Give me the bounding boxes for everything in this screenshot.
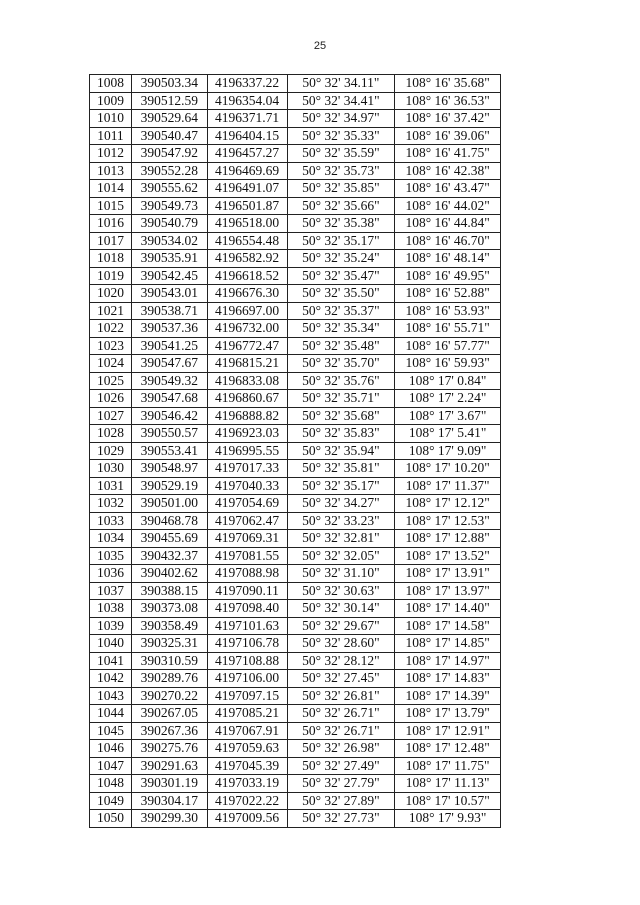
x-coordinate-cell: 390543.01 xyxy=(131,285,207,303)
table-row xyxy=(90,635,501,653)
longitude-cell: 108° 17' 10.57" xyxy=(395,792,501,810)
point-id-cell: 1016 xyxy=(90,215,132,233)
x-coordinate-cell: 390310.59 xyxy=(131,652,207,670)
x-coordinate-cell: 390299.30 xyxy=(131,810,207,828)
table-row xyxy=(90,110,501,128)
latitude-cell: 50° 32' 28.12" xyxy=(287,652,395,670)
table-row xyxy=(90,302,501,320)
point-id-cell: 1040 xyxy=(90,635,132,653)
point-id-cell: 1022 xyxy=(90,320,132,338)
table-row xyxy=(90,495,501,513)
latitude-cell: 50° 32' 35.24" xyxy=(287,250,395,268)
y-coordinate-cell: 4196554.48 xyxy=(207,232,287,250)
latitude-cell: 50° 32' 29.67" xyxy=(287,617,395,635)
table-row xyxy=(90,320,501,338)
longitude-cell: 108° 17' 2.24" xyxy=(395,390,501,408)
longitude-cell: 108° 17' 11.37" xyxy=(395,477,501,495)
x-coordinate-cell: 390534.02 xyxy=(131,232,207,250)
longitude-cell: 108° 17' 12.88" xyxy=(395,530,501,548)
table-row xyxy=(90,512,501,530)
x-coordinate-cell: 390552.28 xyxy=(131,162,207,180)
y-coordinate-cell: 4197069.31 xyxy=(207,530,287,548)
x-coordinate-cell: 390275.76 xyxy=(131,740,207,758)
page-number: 25 xyxy=(313,40,327,52)
table-row xyxy=(90,355,501,373)
point-id-cell: 1032 xyxy=(90,495,132,513)
point-id-cell: 1037 xyxy=(90,582,132,600)
point-id-cell: 1009 xyxy=(90,92,132,110)
x-coordinate-cell: 390549.32 xyxy=(131,372,207,390)
table-row xyxy=(90,722,501,740)
longitude-cell: 108° 17' 13.52" xyxy=(395,547,501,565)
y-coordinate-cell: 4196469.69 xyxy=(207,162,287,180)
longitude-cell: 108° 17' 13.97" xyxy=(395,582,501,600)
x-coordinate-cell: 390402.62 xyxy=(131,565,207,583)
x-coordinate-cell: 390550.57 xyxy=(131,425,207,443)
x-coordinate-cell: 390267.36 xyxy=(131,722,207,740)
longitude-cell: 108° 16' 46.70" xyxy=(395,232,501,250)
x-coordinate-cell: 390549.73 xyxy=(131,197,207,215)
latitude-cell: 50° 32' 31.10" xyxy=(287,565,395,583)
table-row xyxy=(90,250,501,268)
x-coordinate-cell: 390301.19 xyxy=(131,775,207,793)
y-coordinate-cell: 4196501.87 xyxy=(207,197,287,215)
latitude-cell: 50° 32' 33.23" xyxy=(287,512,395,530)
x-coordinate-cell: 390267.05 xyxy=(131,705,207,723)
longitude-cell: 108° 16' 59.93" xyxy=(395,355,501,373)
longitude-cell: 108° 16' 44.02" xyxy=(395,197,501,215)
point-id-cell: 1020 xyxy=(90,285,132,303)
latitude-cell: 50° 32' 27.89" xyxy=(287,792,395,810)
x-coordinate-cell: 390553.41 xyxy=(131,442,207,460)
y-coordinate-cell: 4197045.39 xyxy=(207,757,287,775)
latitude-cell: 50° 32' 35.17" xyxy=(287,477,395,495)
table-row xyxy=(90,162,501,180)
x-coordinate-cell: 390512.59 xyxy=(131,92,207,110)
longitude-cell: 108° 17' 14.40" xyxy=(395,600,501,618)
latitude-cell: 50° 32' 35.71" xyxy=(287,390,395,408)
longitude-cell: 108° 16' 41.75" xyxy=(395,145,501,163)
table-row xyxy=(90,670,501,688)
x-coordinate-cell: 390304.17 xyxy=(131,792,207,810)
x-coordinate-cell: 390432.37 xyxy=(131,547,207,565)
point-id-cell: 1012 xyxy=(90,145,132,163)
y-coordinate-cell: 4197088.98 xyxy=(207,565,287,583)
latitude-cell: 50° 32' 35.59" xyxy=(287,145,395,163)
longitude-cell: 108° 17' 12.91" xyxy=(395,722,501,740)
x-coordinate-cell: 390547.92 xyxy=(131,145,207,163)
table-row xyxy=(90,442,501,460)
x-coordinate-cell: 390358.49 xyxy=(131,617,207,635)
point-id-cell: 1036 xyxy=(90,565,132,583)
latitude-cell: 50° 32' 35.33" xyxy=(287,127,395,145)
y-coordinate-cell: 4197067.91 xyxy=(207,722,287,740)
point-id-cell: 1041 xyxy=(90,652,132,670)
longitude-cell: 108° 17' 10.20" xyxy=(395,460,501,478)
table-row xyxy=(90,267,501,285)
point-id-cell: 1026 xyxy=(90,390,132,408)
point-id-cell: 1019 xyxy=(90,267,132,285)
latitude-cell: 50° 32' 35.37" xyxy=(287,302,395,320)
point-id-cell: 1018 xyxy=(90,250,132,268)
longitude-cell: 108° 17' 12.12" xyxy=(395,495,501,513)
longitude-cell: 108° 16' 48.14" xyxy=(395,250,501,268)
x-coordinate-cell: 390538.71 xyxy=(131,302,207,320)
table-row xyxy=(90,197,501,215)
table-row xyxy=(90,705,501,723)
table-row xyxy=(90,582,501,600)
y-coordinate-cell: 4196491.07 xyxy=(207,180,287,198)
x-coordinate-cell: 390501.00 xyxy=(131,495,207,513)
y-coordinate-cell: 4196860.67 xyxy=(207,390,287,408)
latitude-cell: 50° 32' 27.79" xyxy=(287,775,395,793)
latitude-cell: 50° 32' 34.41" xyxy=(287,92,395,110)
table-row xyxy=(90,92,501,110)
table-row xyxy=(90,285,501,303)
longitude-cell: 108° 17' 9.93" xyxy=(395,810,501,828)
y-coordinate-cell: 4197106.00 xyxy=(207,670,287,688)
latitude-cell: 50° 32' 27.49" xyxy=(287,757,395,775)
x-coordinate-cell: 390540.79 xyxy=(131,215,207,233)
longitude-cell: 108° 17' 14.83" xyxy=(395,670,501,688)
table-row xyxy=(90,652,501,670)
y-coordinate-cell: 4196697.00 xyxy=(207,302,287,320)
table-row xyxy=(90,407,501,425)
longitude-cell: 108° 16' 37.42" xyxy=(395,110,501,128)
latitude-cell: 50° 32' 34.97" xyxy=(287,110,395,128)
table-row xyxy=(90,775,501,793)
table-row xyxy=(90,687,501,705)
latitude-cell: 50° 32' 26.81" xyxy=(287,687,395,705)
y-coordinate-cell: 4197090.11 xyxy=(207,582,287,600)
point-id-cell: 1050 xyxy=(90,810,132,828)
latitude-cell: 50° 32' 35.70" xyxy=(287,355,395,373)
latitude-cell: 50° 32' 26.71" xyxy=(287,722,395,740)
point-id-cell: 1039 xyxy=(90,617,132,635)
point-id-cell: 1025 xyxy=(90,372,132,390)
point-id-cell: 1033 xyxy=(90,512,132,530)
y-coordinate-cell: 4197009.56 xyxy=(207,810,287,828)
longitude-cell: 108° 16' 35.68" xyxy=(395,75,501,93)
longitude-cell: 108° 16' 57.77" xyxy=(395,337,501,355)
y-coordinate-cell: 4196833.08 xyxy=(207,372,287,390)
longitude-cell: 108° 17' 9.09" xyxy=(395,442,501,460)
latitude-cell: 50° 32' 27.73" xyxy=(287,810,395,828)
longitude-cell: 108° 17' 13.79" xyxy=(395,705,501,723)
point-id-cell: 1047 xyxy=(90,757,132,775)
longitude-cell: 108° 16' 42.38" xyxy=(395,162,501,180)
y-coordinate-cell: 4196404.15 xyxy=(207,127,287,145)
table-row xyxy=(90,547,501,565)
table-row xyxy=(90,215,501,233)
x-coordinate-cell: 390455.69 xyxy=(131,530,207,548)
longitude-cell: 108° 17' 12.48" xyxy=(395,740,501,758)
longitude-cell: 108° 17' 14.39" xyxy=(395,687,501,705)
x-coordinate-cell: 390547.68 xyxy=(131,390,207,408)
table-row xyxy=(90,337,501,355)
y-coordinate-cell: 4197098.40 xyxy=(207,600,287,618)
x-coordinate-cell: 390529.19 xyxy=(131,477,207,495)
point-id-cell: 1008 xyxy=(90,75,132,93)
x-coordinate-cell: 390542.45 xyxy=(131,267,207,285)
point-id-cell: 1024 xyxy=(90,355,132,373)
table-row xyxy=(90,617,501,635)
x-coordinate-cell: 390546.42 xyxy=(131,407,207,425)
y-coordinate-cell: 4197081.55 xyxy=(207,547,287,565)
table-row xyxy=(90,810,501,828)
point-id-cell: 1049 xyxy=(90,792,132,810)
x-coordinate-cell: 390555.62 xyxy=(131,180,207,198)
y-coordinate-cell: 4197085.21 xyxy=(207,705,287,723)
table-row xyxy=(90,565,501,583)
x-coordinate-cell: 390548.97 xyxy=(131,460,207,478)
x-coordinate-cell: 390468.78 xyxy=(131,512,207,530)
latitude-cell: 50° 32' 35.85" xyxy=(287,180,395,198)
x-coordinate-cell: 390289.76 xyxy=(131,670,207,688)
table-row xyxy=(90,372,501,390)
point-id-cell: 1015 xyxy=(90,197,132,215)
point-id-cell: 1043 xyxy=(90,687,132,705)
point-id-cell: 1035 xyxy=(90,547,132,565)
latitude-cell: 50° 32' 32.81" xyxy=(287,530,395,548)
point-id-cell: 1028 xyxy=(90,425,132,443)
x-coordinate-cell: 390541.25 xyxy=(131,337,207,355)
latitude-cell: 50° 32' 35.81" xyxy=(287,460,395,478)
longitude-cell: 108° 16' 36.53" xyxy=(395,92,501,110)
latitude-cell: 50° 32' 35.76" xyxy=(287,372,395,390)
point-id-cell: 1027 xyxy=(90,407,132,425)
x-coordinate-cell: 390270.22 xyxy=(131,687,207,705)
point-id-cell: 1042 xyxy=(90,670,132,688)
y-coordinate-cell: 4196815.21 xyxy=(207,355,287,373)
y-coordinate-cell: 4197108.88 xyxy=(207,652,287,670)
y-coordinate-cell: 4197097.15 xyxy=(207,687,287,705)
y-coordinate-cell: 4197106.78 xyxy=(207,635,287,653)
point-id-cell: 1031 xyxy=(90,477,132,495)
y-coordinate-cell: 4196772.47 xyxy=(207,337,287,355)
longitude-cell: 108° 17' 14.85" xyxy=(395,635,501,653)
longitude-cell: 108° 17' 5.41" xyxy=(395,425,501,443)
table-row xyxy=(90,145,501,163)
coordinate-table-body xyxy=(90,75,501,828)
latitude-cell: 50° 32' 28.60" xyxy=(287,635,395,653)
point-id-cell: 1023 xyxy=(90,337,132,355)
longitude-cell: 108° 16' 53.93" xyxy=(395,302,501,320)
table-row xyxy=(90,232,501,250)
table-row xyxy=(90,757,501,775)
coordinate-table xyxy=(89,74,501,828)
table-row xyxy=(90,75,501,93)
y-coordinate-cell: 4197059.63 xyxy=(207,740,287,758)
y-coordinate-cell: 4196676.30 xyxy=(207,285,287,303)
latitude-cell: 50° 32' 35.38" xyxy=(287,215,395,233)
latitude-cell: 50° 32' 35.17" xyxy=(287,232,395,250)
point-id-cell: 1017 xyxy=(90,232,132,250)
x-coordinate-cell: 390537.36 xyxy=(131,320,207,338)
latitude-cell: 50° 32' 35.83" xyxy=(287,425,395,443)
latitude-cell: 50° 32' 30.14" xyxy=(287,600,395,618)
y-coordinate-cell: 4197017.33 xyxy=(207,460,287,478)
latitude-cell: 50° 32' 34.11" xyxy=(287,75,395,93)
longitude-cell: 108° 17' 11.13" xyxy=(395,775,501,793)
table-row xyxy=(90,740,501,758)
point-id-cell: 1030 xyxy=(90,460,132,478)
x-coordinate-cell: 390388.15 xyxy=(131,582,207,600)
y-coordinate-cell: 4197062.47 xyxy=(207,512,287,530)
latitude-cell: 50° 32' 35.47" xyxy=(287,267,395,285)
point-id-cell: 1046 xyxy=(90,740,132,758)
y-coordinate-cell: 4196732.00 xyxy=(207,320,287,338)
point-id-cell: 1038 xyxy=(90,600,132,618)
table-row xyxy=(90,180,501,198)
y-coordinate-cell: 4197054.69 xyxy=(207,495,287,513)
longitude-cell: 108° 16' 44.84" xyxy=(395,215,501,233)
latitude-cell: 50° 32' 35.94" xyxy=(287,442,395,460)
point-id-cell: 1029 xyxy=(90,442,132,460)
longitude-cell: 108° 17' 13.91" xyxy=(395,565,501,583)
latitude-cell: 50° 32' 34.27" xyxy=(287,495,395,513)
x-coordinate-cell: 390291.63 xyxy=(131,757,207,775)
x-coordinate-cell: 390503.34 xyxy=(131,75,207,93)
x-coordinate-cell: 390325.31 xyxy=(131,635,207,653)
y-coordinate-cell: 4196888.82 xyxy=(207,407,287,425)
table-row xyxy=(90,792,501,810)
y-coordinate-cell: 4196457.27 xyxy=(207,145,287,163)
latitude-cell: 50° 32' 35.68" xyxy=(287,407,395,425)
point-id-cell: 1044 xyxy=(90,705,132,723)
table-row xyxy=(90,460,501,478)
x-coordinate-cell: 390540.47 xyxy=(131,127,207,145)
table-row xyxy=(90,530,501,548)
x-coordinate-cell: 390535.91 xyxy=(131,250,207,268)
y-coordinate-cell: 4197022.22 xyxy=(207,792,287,810)
point-id-cell: 1014 xyxy=(90,180,132,198)
latitude-cell: 50° 32' 30.63" xyxy=(287,582,395,600)
table-row xyxy=(90,600,501,618)
x-coordinate-cell: 390373.08 xyxy=(131,600,207,618)
latitude-cell: 50° 32' 32.05" xyxy=(287,547,395,565)
point-id-cell: 1013 xyxy=(90,162,132,180)
y-coordinate-cell: 4196995.55 xyxy=(207,442,287,460)
latitude-cell: 50° 32' 35.48" xyxy=(287,337,395,355)
latitude-cell: 50° 32' 35.34" xyxy=(287,320,395,338)
y-coordinate-cell: 4196337.22 xyxy=(207,75,287,93)
y-coordinate-cell: 4196923.03 xyxy=(207,425,287,443)
longitude-cell: 108° 16' 49.95" xyxy=(395,267,501,285)
point-id-cell: 1021 xyxy=(90,302,132,320)
longitude-cell: 108° 16' 39.06" xyxy=(395,127,501,145)
latitude-cell: 50° 32' 26.71" xyxy=(287,705,395,723)
x-coordinate-cell: 390547.67 xyxy=(131,355,207,373)
y-coordinate-cell: 4196354.04 xyxy=(207,92,287,110)
y-coordinate-cell: 4196371.71 xyxy=(207,110,287,128)
y-coordinate-cell: 4196618.52 xyxy=(207,267,287,285)
x-coordinate-cell: 390529.64 xyxy=(131,110,207,128)
latitude-cell: 50° 32' 35.73" xyxy=(287,162,395,180)
point-id-cell: 1010 xyxy=(90,110,132,128)
longitude-cell: 108° 17' 14.58" xyxy=(395,617,501,635)
longitude-cell: 108° 17' 0.84" xyxy=(395,372,501,390)
point-id-cell: 1048 xyxy=(90,775,132,793)
latitude-cell: 50° 32' 35.50" xyxy=(287,285,395,303)
y-coordinate-cell: 4196582.92 xyxy=(207,250,287,268)
table-row xyxy=(90,390,501,408)
longitude-cell: 108° 17' 12.53" xyxy=(395,512,501,530)
longitude-cell: 108° 17' 3.67" xyxy=(395,407,501,425)
longitude-cell: 108° 16' 52.88" xyxy=(395,285,501,303)
longitude-cell: 108° 16' 55.71" xyxy=(395,320,501,338)
point-id-cell: 1011 xyxy=(90,127,132,145)
y-coordinate-cell: 4197040.33 xyxy=(207,477,287,495)
table-row xyxy=(90,477,501,495)
longitude-cell: 108° 17' 14.97" xyxy=(395,652,501,670)
y-coordinate-cell: 4197033.19 xyxy=(207,775,287,793)
longitude-cell: 108° 16' 43.47" xyxy=(395,180,501,198)
latitude-cell: 50° 32' 35.66" xyxy=(287,197,395,215)
latitude-cell: 50° 32' 26.98" xyxy=(287,740,395,758)
y-coordinate-cell: 4196518.00 xyxy=(207,215,287,233)
latitude-cell: 50° 32' 27.45" xyxy=(287,670,395,688)
y-coordinate-cell: 4197101.63 xyxy=(207,617,287,635)
point-id-cell: 1045 xyxy=(90,722,132,740)
table-row xyxy=(90,425,501,443)
point-id-cell: 1034 xyxy=(90,530,132,548)
longitude-cell: 108° 17' 11.75" xyxy=(395,757,501,775)
table-row xyxy=(90,127,501,145)
